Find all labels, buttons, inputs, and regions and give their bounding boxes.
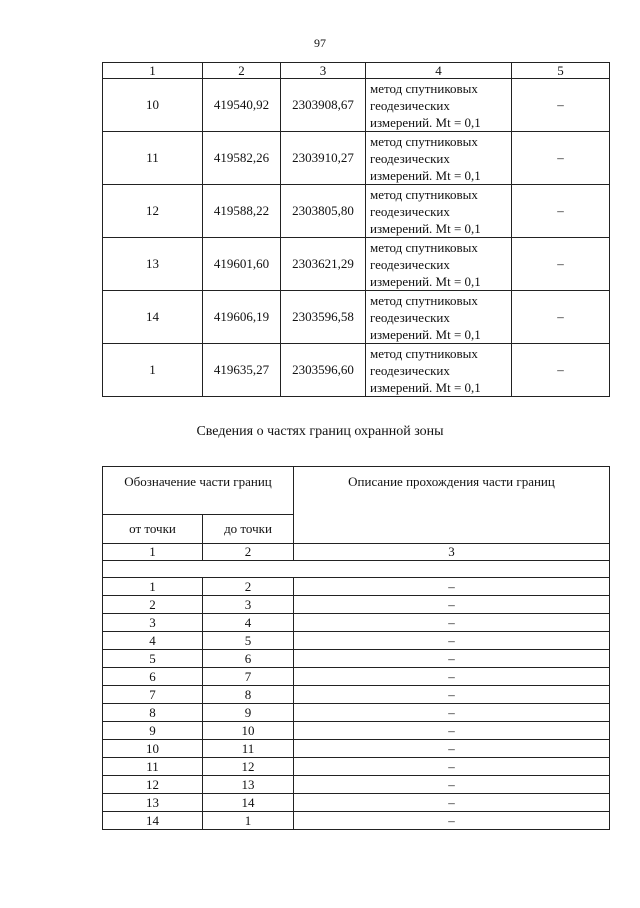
to-point-cell: 10: [203, 722, 294, 740]
method-line: метод спутниковых: [370, 80, 478, 96]
from-point-cell: 12: [103, 776, 203, 794]
description-cell: –: [294, 596, 610, 614]
table-row: [103, 668, 610, 686]
from-point-cell: 13: [103, 794, 203, 812]
to-point-cell: 14: [203, 794, 294, 812]
method-line: измерений. Mt = 0,1: [370, 167, 481, 183]
method-line: метод спутниковых: [370, 345, 478, 361]
description-cell: –: [294, 650, 610, 668]
description-cell: –: [294, 812, 610, 830]
from-point-cell: 9: [103, 722, 203, 740]
table-row: [103, 344, 610, 397]
from-point-cell: 8: [103, 704, 203, 722]
y-coordinate-cell: 2303596,58: [281, 291, 366, 344]
x-coordinate-cell: 419588,22: [203, 185, 281, 238]
to-point-cell: 3: [203, 596, 294, 614]
table-row: [103, 758, 610, 776]
x-coordinate-cell: 419606,19: [203, 291, 281, 344]
page-number: 97: [314, 36, 326, 50]
table-row: [103, 185, 610, 238]
table-row: [103, 238, 610, 291]
table-row: [103, 704, 610, 722]
method-line: геодезических: [370, 362, 450, 378]
table-row: [103, 740, 610, 758]
column-number: 2: [203, 544, 294, 561]
column-number: 1: [103, 544, 203, 561]
method-line: измерений. Mt = 0,1: [370, 326, 481, 342]
description-cell: –: [294, 740, 610, 758]
x-coordinate-cell: 419601,60: [203, 238, 281, 291]
description-cell: –: [294, 758, 610, 776]
y-coordinate-cell: 2303596,60: [281, 344, 366, 397]
point-number-cell: 10: [103, 79, 203, 132]
x-coordinate-cell: 419635,27: [203, 344, 281, 397]
to-point-cell: 2: [203, 578, 294, 596]
column-number: 3: [294, 544, 610, 561]
description-cell: –: [294, 794, 610, 812]
spacer-cell: [103, 561, 610, 578]
to-point-cell: 1: [203, 812, 294, 830]
header-to-point: до точки: [203, 515, 294, 544]
from-point-cell: 11: [103, 758, 203, 776]
from-point-cell: 2: [103, 596, 203, 614]
header-boundary-description: Описание прохождения части границ: [294, 467, 610, 544]
method-line: измерений. Mt = 0,1: [370, 379, 481, 395]
to-point-cell: 13: [203, 776, 294, 794]
note-cell: –: [512, 344, 610, 397]
note-cell: –: [512, 79, 610, 132]
table-row: [103, 614, 610, 632]
method-line: метод спутниковых: [370, 292, 478, 308]
description-cell: –: [294, 632, 610, 650]
header-boundary-designation: Обозначение части границ: [103, 467, 294, 515]
table-row: [103, 632, 610, 650]
coordinates-table: [102, 62, 610, 397]
to-point-cell: 5: [203, 632, 294, 650]
method-line: метод спутниковых: [370, 133, 478, 149]
from-point-cell: 14: [103, 812, 203, 830]
column-number: 2: [203, 63, 281, 79]
description-cell: –: [294, 578, 610, 596]
point-number-cell: 11: [103, 132, 203, 185]
to-point-cell: 9: [203, 704, 294, 722]
from-point-cell: 6: [103, 668, 203, 686]
from-point-cell: 7: [103, 686, 203, 704]
to-point-cell: 12: [203, 758, 294, 776]
method-cell: [366, 132, 512, 185]
spacer-row: [103, 561, 610, 578]
method-cell: [366, 238, 512, 291]
point-number-cell: 14: [103, 291, 203, 344]
from-point-cell: 4: [103, 632, 203, 650]
to-point-cell: 7: [203, 668, 294, 686]
method-cell: [366, 79, 512, 132]
y-coordinate-cell: 2303621,29: [281, 238, 366, 291]
method-line: геодезических: [370, 150, 450, 166]
note-cell: –: [512, 185, 610, 238]
method-cell: [366, 344, 512, 397]
to-point-cell: 11: [203, 740, 294, 758]
method-line: геодезических: [370, 97, 450, 113]
x-coordinate-cell: 419582,26: [203, 132, 281, 185]
method-line: геодезических: [370, 203, 450, 219]
method-line: метод спутниковых: [370, 186, 478, 202]
table-header-row: [103, 467, 610, 515]
y-coordinate-cell: 2303910,27: [281, 132, 366, 185]
x-coordinate-cell: 419540,92: [203, 79, 281, 132]
column-number: 3: [281, 63, 366, 79]
y-coordinate-cell: 2303908,67: [281, 79, 366, 132]
section-title: Сведения о частях границ охранной зоны: [196, 424, 444, 439]
to-point-cell: 6: [203, 650, 294, 668]
method-line: геодезических: [370, 256, 450, 272]
note-cell: –: [512, 132, 610, 185]
method-line: измерений. Mt = 0,1: [370, 273, 481, 289]
method-line: измерений. Mt = 0,1: [370, 114, 481, 130]
table-row: [103, 132, 610, 185]
method-cell: [366, 185, 512, 238]
column-number: 5: [512, 63, 610, 79]
method-line: измерений. Mt = 0,1: [370, 220, 481, 236]
point-number-cell: 12: [103, 185, 203, 238]
method-line: метод спутниковых: [370, 239, 478, 255]
point-number-cell: 13: [103, 238, 203, 291]
table-row: [103, 291, 610, 344]
table-row: [103, 794, 610, 812]
from-point-cell: 5: [103, 650, 203, 668]
method-line: геодезических: [370, 309, 450, 325]
from-point-cell: 10: [103, 740, 203, 758]
column-number: 1: [103, 63, 203, 79]
to-point-cell: 4: [203, 614, 294, 632]
description-cell: –: [294, 704, 610, 722]
table-row: [103, 812, 610, 830]
description-cell: –: [294, 722, 610, 740]
description-cell: –: [294, 686, 610, 704]
table-row: [103, 686, 610, 704]
from-point-cell: 3: [103, 614, 203, 632]
to-point-cell: 8: [203, 686, 294, 704]
table-row: [103, 578, 610, 596]
table-row: [103, 79, 610, 132]
table-row: [103, 722, 610, 740]
method-cell: [366, 291, 512, 344]
from-point-cell: 1: [103, 578, 203, 596]
description-cell: –: [294, 776, 610, 794]
header-from-point: от точки: [103, 515, 203, 544]
description-cell: –: [294, 614, 610, 632]
table-row: [103, 650, 610, 668]
column-numbers-row: [103, 544, 610, 561]
y-coordinate-cell: 2303805,80: [281, 185, 366, 238]
boundary-parts-table: [102, 466, 610, 830]
description-cell: –: [294, 668, 610, 686]
column-number: 4: [366, 63, 512, 79]
table-header-row: [103, 63, 610, 79]
point-number-cell: 1: [103, 344, 203, 397]
table-row: [103, 596, 610, 614]
note-cell: –: [512, 238, 610, 291]
note-cell: –: [512, 291, 610, 344]
table-row: [103, 776, 610, 794]
